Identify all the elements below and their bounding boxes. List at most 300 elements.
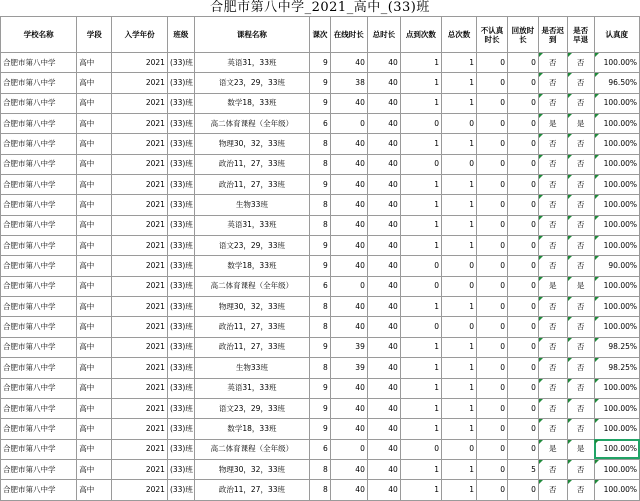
cell-year[interactable]: 2021 xyxy=(112,175,168,195)
cell-not-serious[interactable]: 0 xyxy=(477,358,508,378)
cell-clicks[interactable]: 0 xyxy=(400,154,441,174)
cell-total-time[interactable]: 40 xyxy=(367,154,400,174)
cell-course[interactable]: 物理30，32，33班 xyxy=(194,134,309,154)
cell-online-time[interactable]: 40 xyxy=(330,154,367,174)
cell-early[interactable]: 是 xyxy=(567,114,594,134)
cell-replay[interactable]: 0 xyxy=(507,93,538,113)
cell-total-count[interactable]: 1 xyxy=(442,337,477,357)
cell-not-serious[interactable]: 0 xyxy=(477,378,508,398)
cell-year[interactable]: 2021 xyxy=(112,419,168,439)
cell-late[interactable]: 否 xyxy=(538,480,567,500)
cell-class[interactable]: (33)班 xyxy=(167,114,194,134)
cell-online-time[interactable]: 0 xyxy=(330,114,367,134)
cell-early[interactable]: 否 xyxy=(567,459,594,479)
cell-total-count[interactable]: 0 xyxy=(442,114,477,134)
cell-replay[interactable]: 0 xyxy=(507,419,538,439)
cell-total-count[interactable]: 1 xyxy=(442,195,477,215)
header-clicks[interactable]: 点到次数 xyxy=(400,17,441,53)
cell-seriousness[interactable]: 98.25% xyxy=(594,358,640,378)
cell-stage[interactable]: 高中 xyxy=(77,134,112,154)
cell-late[interactable]: 否 xyxy=(538,195,567,215)
cell-class[interactable]: (33)班 xyxy=(167,134,194,154)
cell-stage[interactable]: 高中 xyxy=(77,337,112,357)
cell-seriousness[interactable]: 90.00% xyxy=(594,256,640,276)
cell-not-serious[interactable]: 0 xyxy=(477,317,508,337)
cell-course[interactable]: 英语31，33班 xyxy=(194,215,309,235)
cell-late[interactable]: 否 xyxy=(538,317,567,337)
cell-total-count[interactable]: 1 xyxy=(442,419,477,439)
cell-total-count[interactable]: 1 xyxy=(442,134,477,154)
cell-online-time[interactable]: 40 xyxy=(330,175,367,195)
cell-late[interactable]: 否 xyxy=(538,358,567,378)
cell-replay[interactable]: 0 xyxy=(507,236,538,256)
header-total-time[interactable]: 总时长 xyxy=(367,17,400,53)
cell-class[interactable]: (33)班 xyxy=(167,93,194,113)
header-early[interactable]: 是否早退 xyxy=(567,17,594,53)
cell-total-count[interactable]: 0 xyxy=(442,317,477,337)
cell-year[interactable]: 2021 xyxy=(112,195,168,215)
cell-class[interactable]: (33)班 xyxy=(167,73,194,93)
cell-late[interactable]: 是 xyxy=(538,114,567,134)
cell-clicks[interactable]: 1 xyxy=(400,53,441,73)
cell-online-time[interactable]: 40 xyxy=(330,297,367,317)
cell-course[interactable]: 数学18，33班 xyxy=(194,256,309,276)
cell-early[interactable]: 否 xyxy=(567,398,594,418)
cell-total-time[interactable]: 40 xyxy=(367,378,400,398)
cell-not-serious[interactable]: 0 xyxy=(477,175,508,195)
cell-class[interactable]: (33)班 xyxy=(167,53,194,73)
header-stage[interactable]: 学段 xyxy=(77,17,112,53)
cell-stage[interactable]: 高中 xyxy=(77,175,112,195)
cell-replay[interactable]: 0 xyxy=(507,480,538,500)
cell-replay[interactable]: 0 xyxy=(507,439,538,459)
cell-early[interactable]: 否 xyxy=(567,195,594,215)
cell-total-count[interactable]: 1 xyxy=(442,73,477,93)
cell-online-time[interactable]: 40 xyxy=(330,398,367,418)
cell-total-time[interactable]: 40 xyxy=(367,358,400,378)
cell-school[interactable]: 合肥市第八中学 xyxy=(1,398,77,418)
cell-replay[interactable]: 0 xyxy=(507,337,538,357)
cell-online-time[interactable]: 38 xyxy=(330,73,367,93)
cell-lessons[interactable]: 8 xyxy=(310,358,331,378)
cell-stage[interactable]: 高中 xyxy=(77,480,112,500)
cell-year[interactable]: 2021 xyxy=(112,53,168,73)
cell-school[interactable]: 合肥市第八中学 xyxy=(1,439,77,459)
cell-lessons[interactable]: 9 xyxy=(310,175,331,195)
cell-lessons[interactable]: 8 xyxy=(310,459,331,479)
cell-late[interactable]: 否 xyxy=(538,378,567,398)
cell-online-time[interactable]: 40 xyxy=(330,419,367,439)
cell-school[interactable]: 合肥市第八中学 xyxy=(1,195,77,215)
cell-course[interactable]: 政治11，27，33班 xyxy=(194,175,309,195)
cell-total-time[interactable]: 40 xyxy=(367,215,400,235)
cell-early[interactable]: 否 xyxy=(567,236,594,256)
cell-stage[interactable]: 高中 xyxy=(77,215,112,235)
cell-replay[interactable]: 0 xyxy=(507,317,538,337)
header-lessons[interactable]: 课次 xyxy=(310,17,331,53)
cell-school[interactable]: 合肥市第八中学 xyxy=(1,317,77,337)
cell-lessons[interactable]: 9 xyxy=(310,73,331,93)
cell-online-time[interactable]: 40 xyxy=(330,134,367,154)
cell-late[interactable]: 是 xyxy=(538,439,567,459)
cell-year[interactable]: 2021 xyxy=(112,134,168,154)
cell-year[interactable]: 2021 xyxy=(112,439,168,459)
cell-replay[interactable]: 0 xyxy=(507,114,538,134)
cell-year[interactable]: 2021 xyxy=(112,459,168,479)
cell-school[interactable]: 合肥市第八中学 xyxy=(1,73,77,93)
cell-year[interactable]: 2021 xyxy=(112,337,168,357)
cell-seriousness[interactable]: 98.25% xyxy=(594,337,640,357)
cell-replay[interactable]: 5 xyxy=(507,459,538,479)
cell-early[interactable]: 否 xyxy=(567,378,594,398)
cell-total-count[interactable]: 0 xyxy=(442,439,477,459)
cell-class[interactable]: (33)班 xyxy=(167,236,194,256)
cell-clicks[interactable]: 1 xyxy=(400,459,441,479)
cell-lessons[interactable]: 6 xyxy=(310,114,331,134)
cell-early[interactable]: 否 xyxy=(567,175,594,195)
cell-online-time[interactable]: 40 xyxy=(330,480,367,500)
cell-clicks[interactable]: 1 xyxy=(400,297,441,317)
cell-school[interactable]: 合肥市第八中学 xyxy=(1,480,77,500)
cell-late[interactable]: 是 xyxy=(538,276,567,296)
cell-seriousness[interactable]: 100.00% xyxy=(594,378,640,398)
cell-late[interactable]: 否 xyxy=(538,175,567,195)
cell-total-time[interactable]: 40 xyxy=(367,480,400,500)
cell-year[interactable]: 2021 xyxy=(112,256,168,276)
cell-total-time[interactable]: 40 xyxy=(367,256,400,276)
cell-seriousness[interactable]: 100.00% xyxy=(594,480,640,500)
cell-replay[interactable]: 0 xyxy=(507,154,538,174)
cell-late[interactable]: 否 xyxy=(538,256,567,276)
cell-clicks[interactable]: 1 xyxy=(400,337,441,357)
cell-lessons[interactable]: 9 xyxy=(310,419,331,439)
cell-class[interactable]: (33)班 xyxy=(167,337,194,357)
cell-stage[interactable]: 高中 xyxy=(77,154,112,174)
cell-year[interactable]: 2021 xyxy=(112,215,168,235)
cell-not-serious[interactable]: 0 xyxy=(477,73,508,93)
cell-year[interactable]: 2021 xyxy=(112,378,168,398)
cell-late[interactable]: 否 xyxy=(538,337,567,357)
cell-seriousness[interactable]: 100.00% xyxy=(594,114,640,134)
cell-online-time[interactable]: 40 xyxy=(330,236,367,256)
cell-online-time[interactable]: 0 xyxy=(330,276,367,296)
cell-early[interactable]: 否 xyxy=(567,256,594,276)
cell-class[interactable]: (33)班 xyxy=(167,459,194,479)
cell-stage[interactable]: 高中 xyxy=(77,276,112,296)
cell-school[interactable]: 合肥市第八中学 xyxy=(1,93,77,113)
cell-clicks[interactable]: 0 xyxy=(400,114,441,134)
cell-class[interactable]: (33)班 xyxy=(167,439,194,459)
cell-seriousness[interactable]: 100.00% xyxy=(594,134,640,154)
cell-early[interactable]: 否 xyxy=(567,419,594,439)
cell-class[interactable]: (33)班 xyxy=(167,154,194,174)
cell-online-time[interactable]: 0 xyxy=(330,439,367,459)
cell-stage[interactable]: 高中 xyxy=(77,53,112,73)
cell-total-count[interactable]: 1 xyxy=(442,93,477,113)
cell-total-time[interactable]: 40 xyxy=(367,53,400,73)
cell-stage[interactable]: 高中 xyxy=(77,256,112,276)
cell-course[interactable]: 生物33班 xyxy=(194,358,309,378)
cell-replay[interactable]: 0 xyxy=(507,134,538,154)
cell-lessons[interactable]: 9 xyxy=(310,93,331,113)
cell-course[interactable]: 英语31，33班 xyxy=(194,378,309,398)
cell-clicks[interactable]: 1 xyxy=(400,93,441,113)
cell-total-count[interactable]: 1 xyxy=(442,398,477,418)
cell-stage[interactable]: 高中 xyxy=(77,93,112,113)
cell-class[interactable]: (33)班 xyxy=(167,378,194,398)
cell-clicks[interactable]: 0 xyxy=(400,256,441,276)
cell-course[interactable]: 物理30，32，33班 xyxy=(194,459,309,479)
cell-seriousness[interactable]: 100.00% xyxy=(594,154,640,174)
header-year[interactable]: 入学年份 xyxy=(112,17,168,53)
cell-late[interactable]: 否 xyxy=(538,459,567,479)
cell-school[interactable]: 合肥市第八中学 xyxy=(1,134,77,154)
cell-total-time[interactable]: 40 xyxy=(367,134,400,154)
cell-total-time[interactable]: 40 xyxy=(367,297,400,317)
cell-year[interactable]: 2021 xyxy=(112,358,168,378)
cell-stage[interactable]: 高中 xyxy=(77,236,112,256)
cell-online-time[interactable]: 40 xyxy=(330,459,367,479)
cell-clicks[interactable]: 1 xyxy=(400,195,441,215)
cell-late[interactable]: 否 xyxy=(538,93,567,113)
cell-stage[interactable]: 高中 xyxy=(77,358,112,378)
cell-not-serious[interactable]: 0 xyxy=(477,236,508,256)
cell-seriousness[interactable]: 100.00% xyxy=(594,439,640,459)
cell-total-time[interactable]: 40 xyxy=(367,459,400,479)
cell-lessons[interactable]: 6 xyxy=(310,439,331,459)
cell-course[interactable]: 语文23，29，33班 xyxy=(194,236,309,256)
cell-late[interactable]: 否 xyxy=(538,419,567,439)
cell-seriousness[interactable]: 100.00% xyxy=(594,215,640,235)
cell-early[interactable]: 否 xyxy=(567,297,594,317)
header-total-count[interactable]: 总次数 xyxy=(442,17,477,53)
cell-stage[interactable]: 高中 xyxy=(77,419,112,439)
header-online-time[interactable]: 在线时长 xyxy=(330,17,367,53)
cell-not-serious[interactable]: 0 xyxy=(477,419,508,439)
cell-lessons[interactable]: 8 xyxy=(310,134,331,154)
cell-not-serious[interactable]: 0 xyxy=(477,154,508,174)
cell-early[interactable]: 否 xyxy=(567,53,594,73)
cell-seriousness[interactable]: 100.00% xyxy=(594,175,640,195)
cell-school[interactable]: 合肥市第八中学 xyxy=(1,154,77,174)
cell-seriousness[interactable]: 100.00% xyxy=(594,93,640,113)
cell-total-time[interactable]: 40 xyxy=(367,93,400,113)
cell-not-serious[interactable]: 0 xyxy=(477,276,508,296)
cell-stage[interactable]: 高中 xyxy=(77,317,112,337)
cell-school[interactable]: 合肥市第八中学 xyxy=(1,337,77,357)
cell-total-count[interactable]: 1 xyxy=(442,215,477,235)
cell-late[interactable]: 否 xyxy=(538,73,567,93)
cell-early[interactable]: 否 xyxy=(567,93,594,113)
cell-year[interactable]: 2021 xyxy=(112,317,168,337)
cell-school[interactable]: 合肥市第八中学 xyxy=(1,53,77,73)
cell-replay[interactable]: 0 xyxy=(507,378,538,398)
cell-total-count[interactable]: 1 xyxy=(442,358,477,378)
cell-school[interactable]: 合肥市第八中学 xyxy=(1,419,77,439)
cell-total-count[interactable]: 1 xyxy=(442,459,477,479)
cell-lessons[interactable]: 8 xyxy=(310,317,331,337)
cell-total-count[interactable]: 0 xyxy=(442,154,477,174)
cell-late[interactable]: 否 xyxy=(538,236,567,256)
cell-replay[interactable]: 0 xyxy=(507,53,538,73)
cell-course[interactable]: 政治11，27，33班 xyxy=(194,337,309,357)
cell-total-time[interactable]: 40 xyxy=(367,276,400,296)
cell-late[interactable]: 否 xyxy=(538,154,567,174)
cell-clicks[interactable]: 1 xyxy=(400,215,441,235)
cell-class[interactable]: (33)班 xyxy=(167,358,194,378)
cell-stage[interactable]: 高中 xyxy=(77,73,112,93)
cell-lessons[interactable]: 8 xyxy=(310,195,331,215)
cell-late[interactable]: 否 xyxy=(538,134,567,154)
cell-not-serious[interactable]: 0 xyxy=(477,398,508,418)
header-late[interactable]: 是否迟到 xyxy=(538,17,567,53)
cell-stage[interactable]: 高中 xyxy=(77,398,112,418)
cell-seriousness[interactable]: 100.00% xyxy=(594,236,640,256)
cell-clicks[interactable]: 1 xyxy=(400,134,441,154)
cell-seriousness[interactable]: 100.00% xyxy=(594,419,640,439)
cell-replay[interactable]: 0 xyxy=(507,358,538,378)
cell-online-time[interactable]: 40 xyxy=(330,317,367,337)
cell-lessons[interactable]: 9 xyxy=(310,378,331,398)
cell-course[interactable]: 数学18，33班 xyxy=(194,93,309,113)
cell-stage[interactable]: 高中 xyxy=(77,297,112,317)
cell-school[interactable]: 合肥市第八中学 xyxy=(1,236,77,256)
cell-seriousness[interactable]: 100.00% xyxy=(594,195,640,215)
cell-clicks[interactable]: 1 xyxy=(400,378,441,398)
cell-total-time[interactable]: 40 xyxy=(367,236,400,256)
cell-not-serious[interactable]: 0 xyxy=(477,480,508,500)
cell-school[interactable]: 合肥市第八中学 xyxy=(1,378,77,398)
header-replay[interactable]: 回放时长 xyxy=(507,17,538,53)
cell-class[interactable]: (33)班 xyxy=(167,256,194,276)
cell-early[interactable]: 否 xyxy=(567,134,594,154)
cell-seriousness[interactable]: 100.00% xyxy=(594,459,640,479)
cell-not-serious[interactable]: 0 xyxy=(477,297,508,317)
cell-class[interactable]: (33)班 xyxy=(167,215,194,235)
cell-school[interactable]: 合肥市第八中学 xyxy=(1,297,77,317)
cell-total-time[interactable]: 40 xyxy=(367,114,400,134)
cell-class[interactable]: (33)班 xyxy=(167,276,194,296)
cell-total-count[interactable]: 1 xyxy=(442,297,477,317)
cell-year[interactable]: 2021 xyxy=(112,236,168,256)
cell-total-count[interactable]: 0 xyxy=(442,276,477,296)
cell-seriousness[interactable]: 100.00% xyxy=(594,297,640,317)
cell-seriousness[interactable]: 100.00% xyxy=(594,276,640,296)
cell-seriousness[interactable]: 96.50% xyxy=(594,73,640,93)
cell-replay[interactable]: 0 xyxy=(507,195,538,215)
cell-course[interactable]: 数学18，33班 xyxy=(194,419,309,439)
cell-course[interactable]: 政治11，27，33班 xyxy=(194,480,309,500)
cell-total-time[interactable]: 40 xyxy=(367,439,400,459)
cell-clicks[interactable]: 1 xyxy=(400,236,441,256)
cell-school[interactable]: 合肥市第八中学 xyxy=(1,215,77,235)
cell-course[interactable]: 英语31，33班 xyxy=(194,53,309,73)
cell-online-time[interactable]: 40 xyxy=(330,93,367,113)
cell-not-serious[interactable]: 0 xyxy=(477,256,508,276)
cell-online-time[interactable]: 40 xyxy=(330,53,367,73)
cell-class[interactable]: (33)班 xyxy=(167,480,194,500)
cell-school[interactable]: 合肥市第八中学 xyxy=(1,358,77,378)
cell-total-count[interactable]: 1 xyxy=(442,378,477,398)
cell-school[interactable]: 合肥市第八中学 xyxy=(1,175,77,195)
cell-clicks[interactable]: 0 xyxy=(400,439,441,459)
cell-year[interactable]: 2021 xyxy=(112,154,168,174)
cell-year[interactable]: 2021 xyxy=(112,93,168,113)
cell-replay[interactable]: 0 xyxy=(507,297,538,317)
cell-online-time[interactable]: 40 xyxy=(330,256,367,276)
cell-class[interactable]: (33)班 xyxy=(167,175,194,195)
header-seriousness[interactable]: 认真度 xyxy=(594,17,640,53)
cell-year[interactable]: 2021 xyxy=(112,480,168,500)
cell-early[interactable]: 否 xyxy=(567,358,594,378)
cell-lessons[interactable]: 8 xyxy=(310,480,331,500)
cell-late[interactable]: 否 xyxy=(538,297,567,317)
cell-not-serious[interactable]: 0 xyxy=(477,114,508,134)
cell-school[interactable]: 合肥市第八中学 xyxy=(1,276,77,296)
cell-early[interactable]: 是 xyxy=(567,439,594,459)
cell-stage[interactable]: 高中 xyxy=(77,195,112,215)
cell-stage[interactable]: 高中 xyxy=(77,378,112,398)
cell-lessons[interactable]: 9 xyxy=(310,256,331,276)
cell-course[interactable]: 语文23，29，33班 xyxy=(194,398,309,418)
cell-school[interactable]: 合肥市第八中学 xyxy=(1,256,77,276)
cell-online-time[interactable]: 39 xyxy=(330,358,367,378)
header-school[interactable]: 学校名称 xyxy=(1,17,77,53)
cell-replay[interactable]: 0 xyxy=(507,398,538,418)
cell-year[interactable]: 2021 xyxy=(112,73,168,93)
cell-total-time[interactable]: 40 xyxy=(367,317,400,337)
cell-not-serious[interactable]: 0 xyxy=(477,93,508,113)
cell-total-time[interactable]: 40 xyxy=(367,73,400,93)
header-class[interactable]: 班级 xyxy=(167,17,194,53)
cell-seriousness[interactable]: 100.00% xyxy=(594,398,640,418)
cell-replay[interactable]: 0 xyxy=(507,73,538,93)
cell-course[interactable]: 高二体育课程（全年级） xyxy=(194,114,309,134)
cell-class[interactable]: (33)班 xyxy=(167,297,194,317)
cell-seriousness[interactable]: 100.00% xyxy=(594,317,640,337)
cell-class[interactable]: (33)班 xyxy=(167,317,194,337)
cell-clicks[interactable]: 1 xyxy=(400,175,441,195)
cell-not-serious[interactable]: 0 xyxy=(477,439,508,459)
cell-not-serious[interactable]: 0 xyxy=(477,337,508,357)
cell-early[interactable]: 是 xyxy=(567,276,594,296)
cell-lessons[interactable]: 9 xyxy=(310,53,331,73)
cell-early[interactable]: 否 xyxy=(567,154,594,174)
cell-lessons[interactable]: 8 xyxy=(310,297,331,317)
cell-clicks[interactable]: 1 xyxy=(400,419,441,439)
cell-total-time[interactable]: 40 xyxy=(367,195,400,215)
cell-total-time[interactable]: 40 xyxy=(367,419,400,439)
cell-stage[interactable]: 高中 xyxy=(77,439,112,459)
cell-clicks[interactable]: 1 xyxy=(400,358,441,378)
cell-online-time[interactable]: 40 xyxy=(330,215,367,235)
cell-early[interactable]: 否 xyxy=(567,73,594,93)
cell-lessons[interactable]: 9 xyxy=(310,398,331,418)
cell-school[interactable]: 合肥市第八中学 xyxy=(1,114,77,134)
cell-clicks[interactable]: 0 xyxy=(400,276,441,296)
cell-not-serious[interactable]: 0 xyxy=(477,53,508,73)
cell-online-time[interactable]: 40 xyxy=(330,195,367,215)
cell-stage[interactable]: 高中 xyxy=(77,459,112,479)
cell-course[interactable]: 生物33班 xyxy=(194,195,309,215)
cell-lessons[interactable]: 9 xyxy=(310,236,331,256)
cell-early[interactable]: 否 xyxy=(567,480,594,500)
cell-class[interactable]: (33)班 xyxy=(167,419,194,439)
cell-stage[interactable]: 高中 xyxy=(77,114,112,134)
cell-early[interactable]: 否 xyxy=(567,215,594,235)
cell-total-time[interactable]: 40 xyxy=(367,398,400,418)
cell-class[interactable]: (33)班 xyxy=(167,195,194,215)
